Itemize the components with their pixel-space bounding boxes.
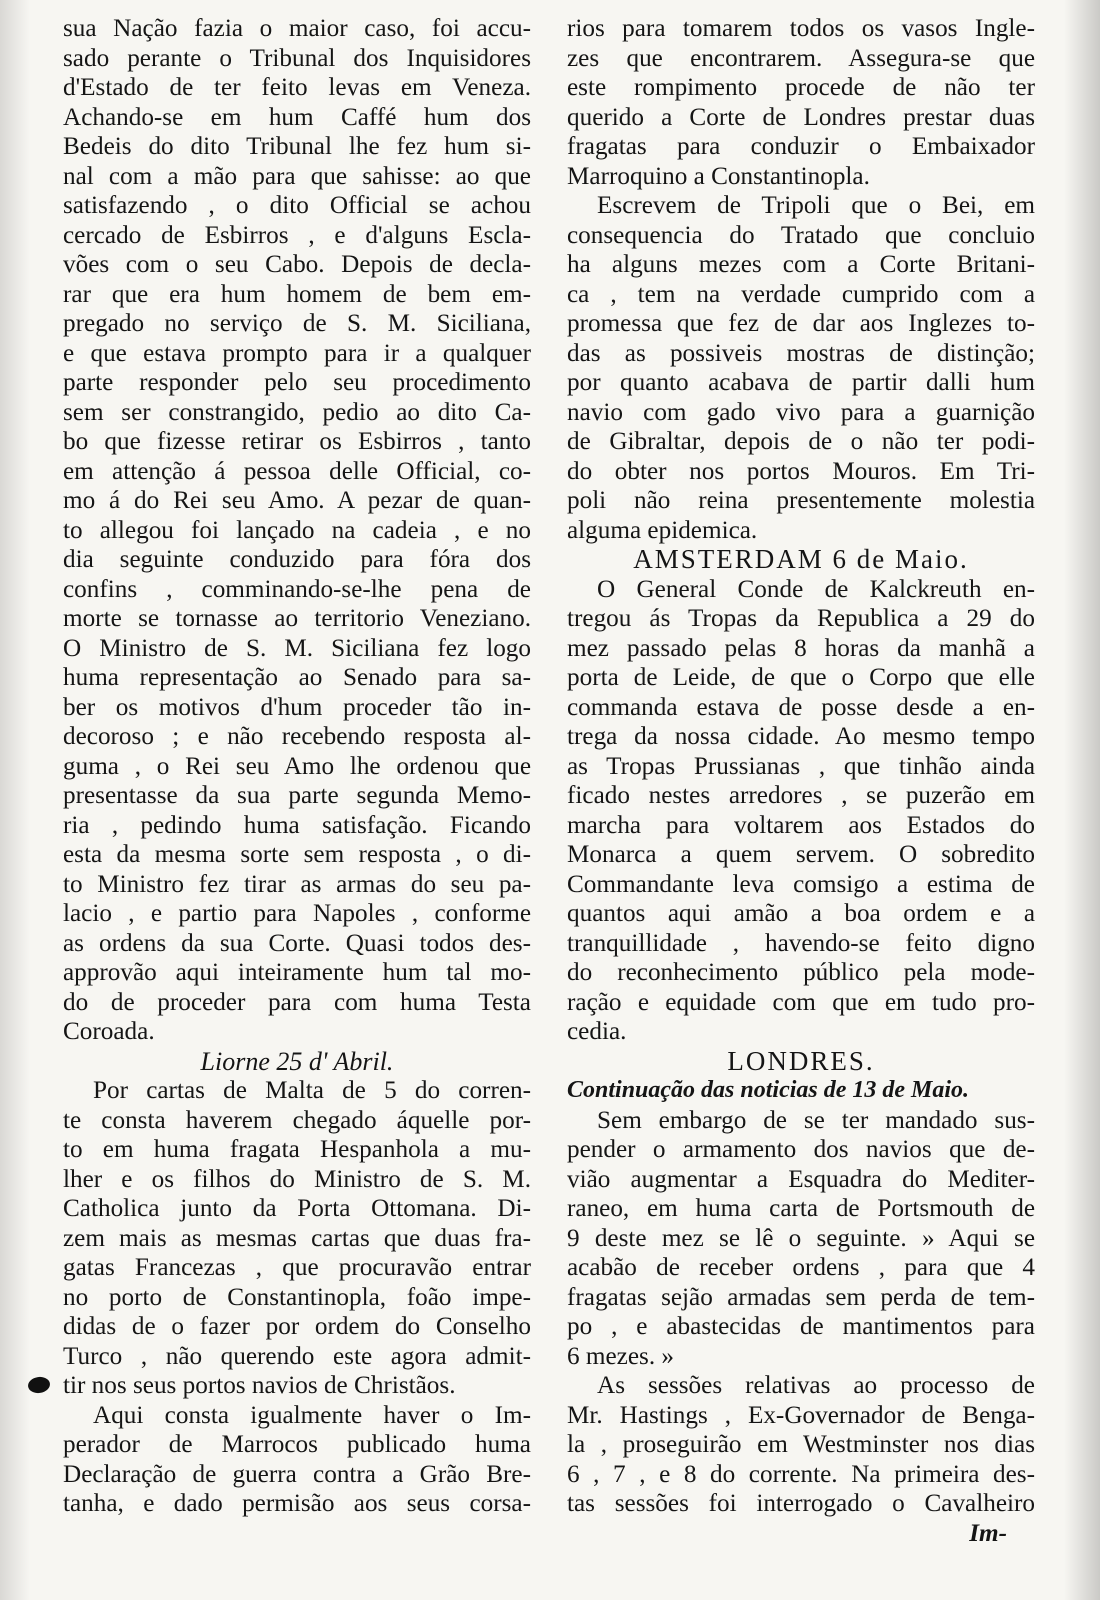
- page-edge-shadow: [0, 0, 30, 1600]
- text-line: sua Nação fazia o maior caso, foi accu-: [63, 15, 531, 42]
- text-line: Achando-se em hum Caffé hum dos: [63, 103, 531, 131]
- text-line: Mr. Hastings , Ex-Governador de Benga-: [567, 1401, 1035, 1429]
- text-line: pender o armamento dos navios que de-: [567, 1136, 1035, 1163]
- text-line: tir nos seus portos navios de Christãos.: [63, 1372, 456, 1399]
- text-line: po , e abastecidas de mantimentos para: [567, 1313, 1035, 1340]
- text-line: to em huma fragata Hespanhola a mu-: [63, 1136, 531, 1163]
- text-line: 6 , 7 , e 8 do corrente. Na primeira des-: [567, 1460, 1035, 1488]
- text-line: mez passado pelas 8 horas da manhã a: [567, 634, 1035, 662]
- text-line: confins , comminando-se-lhe pena de: [63, 575, 531, 603]
- text-line: em attenção á pessoa delle Official, co-: [63, 457, 531, 485]
- text-line: commanda estava de posse desde a en-: [567, 693, 1035, 721]
- text-line: do de proceder para com huma Testa: [63, 988, 531, 1016]
- text-line: fragatas sejão armadas sem perda de tem-: [567, 1283, 1035, 1311]
- text-line: ração e equidade com que em tudo pro-: [567, 988, 1035, 1016]
- text-line: consequencia do Tratado que concluio: [567, 221, 1035, 249]
- text-line: O General Conde de Kalckreuth en-: [597, 575, 1035, 603]
- text-line: didas de o fazer por ordem do Conselho: [63, 1313, 531, 1340]
- text-line: rios para tomarem todos os vasos Ingle-: [567, 15, 1035, 42]
- text-line: presentasse da sua parte segunda Memo-: [63, 782, 531, 809]
- left-column: [63, 14, 531, 1519]
- text-line: porta de Leide, de que o Corpo que elle: [567, 664, 1035, 691]
- dateline-liorne: Liorne 25 d' Abril.: [200, 1046, 394, 1076]
- article-text: [63, 1076, 531, 1401]
- text-line: la , proseguirão em Westminster nos dias: [567, 1431, 1035, 1458]
- text-line: fragatas para conduzir o Embaixador: [567, 133, 1035, 160]
- text-line: bo que fizesse retirar os Esbirros , tanto: [63, 428, 531, 455]
- text-line: As sessões relativas ao processo de: [597, 1372, 1035, 1399]
- text-line: parte responder pelo seu procedimento: [63, 369, 531, 396]
- text-line: zem mais as mesmas cartas que duas fra-: [63, 1224, 531, 1252]
- text-line: vões com o seu Cabo. Depois de decla-: [63, 251, 531, 278]
- text-line: tranquillidade , havendo-se feito digno: [567, 929, 1035, 957]
- ink-blot-mark: [27, 1376, 51, 1395]
- text-line: poli não reina presentemente molestia: [567, 487, 1035, 514]
- text-line: marcha para voltarem aos Estados do: [567, 811, 1035, 839]
- text-line: sado perante o Tribunal dos Inquisidores: [63, 44, 531, 72]
- text-line: d'Estado de ter feito levas em Veneza.: [63, 74, 531, 101]
- text-line: nal com a mão para que sahisse: ao que: [63, 162, 531, 190]
- dateline-amsterdam: AMSTERDAM 6 de Maio.: [633, 544, 969, 574]
- text-line: lher e os filhos do Ministro de S. M.: [63, 1165, 531, 1193]
- article-text: [567, 575, 1035, 1047]
- text-line: 9 deste mez se lê o seguinte. » Aqui se: [567, 1224, 1035, 1252]
- text-line: Marroquino a Constantinopla.: [567, 162, 870, 190]
- text-line: alguma epidemica.: [567, 516, 758, 544]
- text-line: cercado de Esbirros , e d'alguns Escla-: [63, 221, 531, 249]
- text-line: este rompimento procede de não ter: [567, 74, 1035, 101]
- text-line: O Ministro de S. M. Siciliana fez logo: [63, 634, 531, 662]
- text-line: perador de Marrocos publicado huma: [63, 1431, 531, 1458]
- text-line: rar que era hum homem de bem em-: [63, 280, 531, 308]
- text-line: lacio , e partio para Napoles , conforme: [63, 900, 531, 927]
- text-line: no porto de Constantinopla, foão impe-: [63, 1283, 531, 1311]
- catchword: Im-: [969, 1519, 1007, 1547]
- text-line: pregado no serviço de S. M. Siciliana,: [63, 310, 531, 337]
- text-line: huma representação ao Senado para sa-: [63, 664, 531, 691]
- text-line: tanha, e dado permisão aos seus corsa-: [63, 1490, 531, 1517]
- text-line: trega da nossa cidade. Ao mesmo tempo: [567, 723, 1035, 750]
- text-line: do obter nos portos Mouros. Em Tri-: [567, 457, 1035, 485]
- text-line: sem ser constrangido, pedio ao dito Ca-: [63, 398, 531, 426]
- text-line: quantos aqui amão a boa ordem e a: [567, 900, 1035, 927]
- text-line: raneo, em huma carta de Portsmouth de: [567, 1195, 1035, 1222]
- text-line: as ordens da sua Corte. Quasi todos des-: [63, 929, 531, 957]
- text-line: tregou ás Tropas da Republica a 29 do: [567, 605, 1035, 632]
- article-text: [63, 14, 531, 1047]
- text-line: as Tropas Prussianas , que tinhão ainda: [567, 752, 1035, 780]
- text-line: Commandante leva comsigo a estima de: [567, 870, 1035, 898]
- text-line: te consta haverem chegado áquelle por-: [63, 1106, 531, 1134]
- text-line: gatas Francezas , que procuravão entrar: [63, 1254, 531, 1281]
- article-text: [63, 1401, 531, 1519]
- text-line: ca , tem na verdade cumprido com a: [567, 280, 1035, 308]
- text-line: por quanto acabava de partir dalli hum: [567, 369, 1035, 396]
- text-line: Coroada.: [63, 1018, 155, 1045]
- text-line: promessa que fez de dar aos Inglezes to-: [567, 310, 1035, 337]
- section-heading-londres: LONDRES.: [727, 1045, 875, 1076]
- article-text: [567, 191, 1035, 545]
- text-line: Monarca a quem servem. O sobredito: [567, 841, 1035, 868]
- article-text: [567, 1106, 1035, 1372]
- section-subheading: Continuação das noticias de 13 de Maio.: [567, 1077, 970, 1103]
- text-line: Por cartas de Malta de 5 do corren-: [93, 1077, 531, 1104]
- text-line: dia seguinte conduzido para fóra dos: [63, 546, 531, 573]
- text-line: morte se tornasse ao territorio Veneziano.: [63, 605, 531, 632]
- text-line: satisfazendo , o dito Official se achou: [63, 192, 531, 219]
- text-line: Declaração de guerra contra a Grão Bre-: [63, 1460, 531, 1488]
- text-line: ficado nestes arredores , se puzerão em: [567, 782, 1035, 809]
- article-text: [567, 14, 1035, 191]
- text-line: do reconhecimento público pela mode-: [567, 959, 1035, 986]
- text-line: navio com gado vivo para a guarnição: [567, 398, 1035, 426]
- text-line: e que estava prompto para ir a qualquer: [63, 339, 531, 367]
- text-line: ber os motivos d'hum proceder tão in-: [63, 693, 531, 721]
- text-line: querido a Corte de Londres prestar duas: [567, 103, 1035, 131]
- text-line: approvão aqui inteiramente hum tal mo-: [63, 959, 531, 986]
- text-line: Bedeis do dito Tribunal lhe fez hum si-: [63, 133, 531, 160]
- text-line: 6 mezes. »: [567, 1342, 675, 1370]
- text-line: de Gibraltar, depois de o não ter podi-: [567, 428, 1035, 455]
- text-line: Turco , não querendo este agora admit-: [63, 1342, 531, 1370]
- text-line: to allegou foi lançado na cadeia , e no: [63, 516, 531, 544]
- text-line: cedia.: [567, 1018, 627, 1045]
- text-line: Escrevem de Tripoli que o Bei, em: [597, 192, 1035, 219]
- article-text: [567, 1371, 1035, 1519]
- text-line: ha alguns mezes com a Corte Britani-: [567, 251, 1035, 278]
- text-line: Aqui consta igualmente haver o Im-: [93, 1401, 531, 1429]
- right-column: [567, 14, 1035, 1548]
- text-line: tas sessões foi interrogado o Cavalheiro: [567, 1490, 1035, 1517]
- text-line: vião augmentar a Esquadra do Mediter-: [567, 1165, 1035, 1193]
- text-line: Sem embargo de se ter mandado sus-: [597, 1106, 1035, 1134]
- binding-shadow: [1064, 0, 1100, 1600]
- text-line: esta da mesma sorte sem resposta , o di-: [63, 841, 531, 868]
- text-line: zes que encontrarem. Assegura-se que: [567, 44, 1035, 72]
- text-line: mo á do Rei seu Amo. A pezar de quan-: [63, 487, 531, 514]
- text-line: to Ministro fez tirar as armas do seu pa-: [63, 870, 531, 898]
- text-line: Catholica junto da Porta Ottomana. Di-: [63, 1195, 531, 1222]
- text-line: decoroso ; e não recebendo resposta al-: [63, 723, 531, 750]
- text-line: acabão de receber ordens , para que 4: [567, 1254, 1035, 1281]
- text-line: guma , o Rei seu Amo lhe ordenou que: [63, 752, 531, 780]
- text-line: ria , pedindo huma satisfação. Ficando: [63, 811, 531, 839]
- text-line: das as possiveis mostras de distinção;: [567, 339, 1035, 367]
